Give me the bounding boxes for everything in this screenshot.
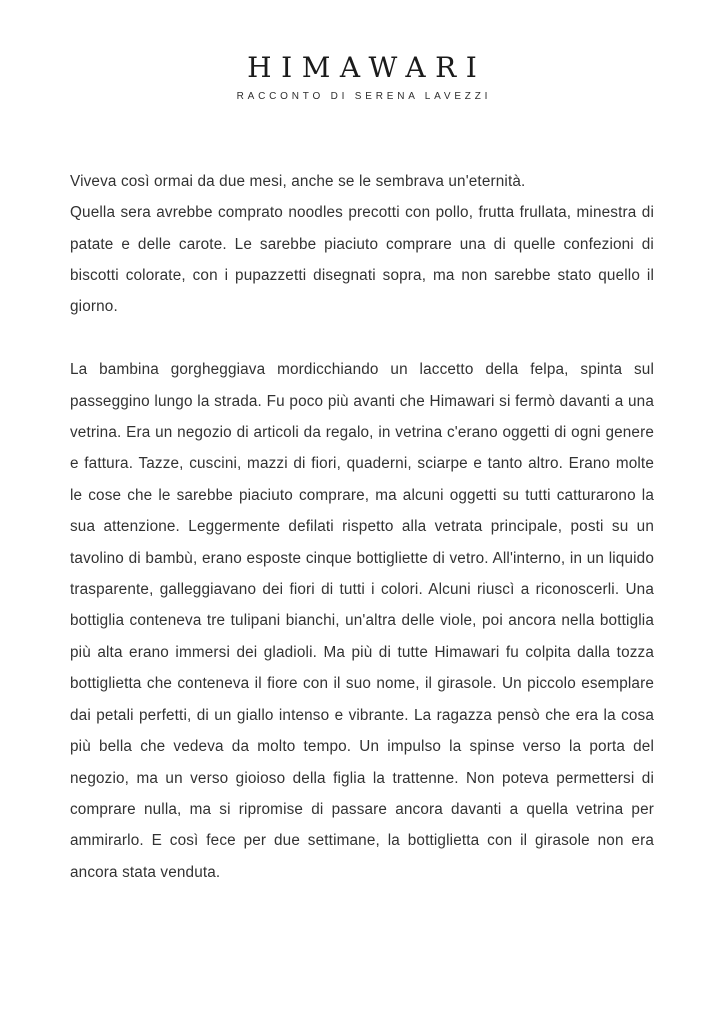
story-body bbox=[70, 166, 654, 888]
paragraph-shop-window: La bambina gorgheggiava mordicchiando un laccetto della felpa, spinta sul passeggino lungo la strada. Fu poco più avanti che Himawari si fermò davanti a una vetrina. Era un negozio di articoli da regalo, in vetrina c'erano oggetti di ogni genere e fattura. Tazze, cuscini, mazzi di fiori, quaderni, sciarpe e tanto altro. Erano molte le cose che le sarebbe piaciuto comprare, ma alcuni oggetti su tutti catturarono la sua attenzione. Leggermente defilati rispetto alla vetrata principale, posti su un tavolino di bambù, erano esposte cinque bottigliette di vetro. All'interno, in un liquido trasparente, galleggiavano dei fiori di tutti i colori. Alcuni riuscì a riconoscerli. Una bottiglia conteneva tre tulipani bianchi, un'altra delle viole, poi ancora nella bottiglia più alta erano immersi dei gladioli. Ma più di tutte Himawari fu colpita dalla tozza bottiglietta che conteneva il fiore con il suo nome, il girasole. Un piccolo esemplare dai petali perfetti, di un giallo intenso e vibrante. La ragazza pensò che era la cosa più bella che vedeva da molto tempo. Un impulso la spinse verso la porta del negozio, ma un verso gioioso della figlia la trattenne. Non poteva permettersi di comprare nulla, ma si ripromise di passare ancora davanti a quella vetrina per ammirarlo. E così fece per due settimane, la bottiglietta con il girasole non era ancora stata venduta. bbox=[70, 361, 654, 881]
paragraph-evening-shopping: Quella sera avrebbe comprato noodles precotti con pollo, frutta frullata, minestra di patate e delle carote. Le sarebbe piaciuto comprare una di quelle confezioni di biscotti colorate, con i pupazzetti disegnati sopra, ma non sarebbe stato quello il giorno. bbox=[70, 204, 654, 316]
story-title: HIMAWARI bbox=[247, 51, 487, 84]
paragraph-opening: Viveva così ormai da due mesi, anche se le sembrava un'eternità. bbox=[70, 172, 526, 190]
story-subtitle: RACCONTO DI SERENA LAVEZZI bbox=[236, 90, 492, 102]
story-header bbox=[0, 0, 724, 102]
